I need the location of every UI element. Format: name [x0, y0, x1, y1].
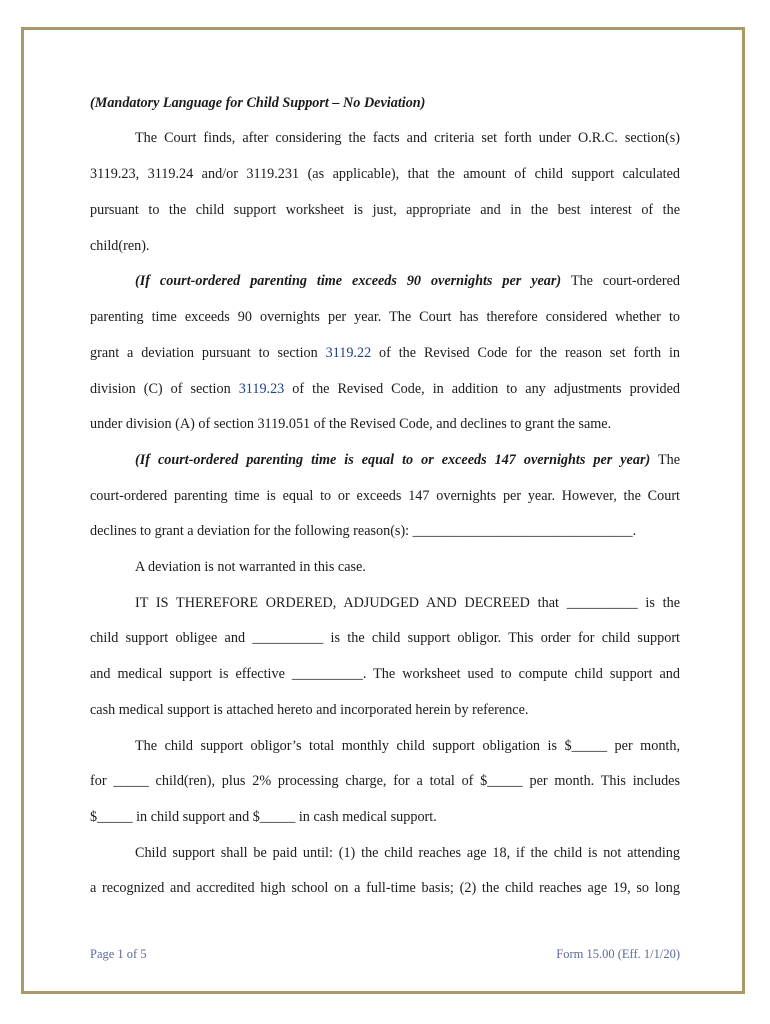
paragraph-findings-line: 3119.23, 3119.24 and/or 3119.231 (as applicable), that the amount of child support calculated — [90, 166, 680, 182]
link-3119-22[interactable]: 3119.22 — [325, 345, 372, 361]
paragraph-no-deviation: A deviation is not warranted in this case. — [135, 559, 366, 575]
link-3119-23[interactable]: 3119.23 — [238, 381, 285, 397]
text-span: of the Revised Code for the reason set forth in — [379, 345, 680, 361]
paragraph-order-line: child support obligee and __________ is the child support obligor. This order for child support — [90, 630, 680, 646]
text-span: The court-ordered — [570, 273, 680, 289]
paragraph-duration-line: Child support shall be paid until: (1) the child reaches age 18, if the child is not attending — [135, 845, 680, 861]
form-number: Form 15.00 (Eff. 1/1/20) — [556, 947, 680, 961]
text-span: division (C) of section — [90, 381, 231, 397]
paragraph-obligation-line: The child support obligor’s total monthly child support obligation is $_____ per month, — [135, 738, 680, 754]
paragraph-findings-line: pursuant to the child support worksheet is just, appropriate and in the best interest of the — [90, 202, 680, 218]
paragraph-90-overnights-line: parenting time exceeds 90 overnights per year. The Court has therefore considered whether to — [90, 309, 680, 325]
section-heading: (Mandatory Language for Child Support – No Deviation) — [90, 95, 426, 111]
paragraph-90-overnights-line — [90, 381, 680, 398]
paragraph-147-overnights-line: declines to grant a deviation for the following reason(s): _______________________________. — [90, 523, 637, 539]
page-number: Page 1 of 5 — [90, 947, 147, 961]
text-span: The — [657, 452, 681, 468]
condition-90-overnights: (If court-ordered parenting time exceeds 90 overnights per year) — [135, 273, 562, 289]
paragraph-obligation-line: $_____ in child support and $_____ in cash medical support. — [90, 809, 437, 825]
paragraph-obligation-line: for _____ child(ren), plus 2% processing charge, for a total of $_____ per month. This includes — [90, 773, 680, 789]
paragraph-order-line: and medical support is effective __________. The worksheet used to compute child support and — [90, 666, 680, 682]
paragraph-90-overnights-line — [90, 345, 680, 362]
text-span: grant a deviation pursuant to section — [90, 345, 318, 361]
paragraph-147-overnights-line — [135, 452, 680, 469]
condition-147-overnights: (If court-ordered parenting time is equal to or exceeds 147 overnights per year) — [135, 452, 651, 468]
paragraph-90-overnights-line: under division (A) of section 3119.051 of the Revised Code, and declines to grant the same. — [90, 416, 612, 432]
text-span: of the Revised Code, in addition to any adjustments provided — [292, 381, 681, 397]
paragraph-90-overnights-line — [135, 273, 680, 290]
paragraph-order-line: cash medical support is attached hereto and incorporated herein by reference. — [90, 702, 529, 718]
paragraph-findings-line: child(ren). — [90, 238, 150, 254]
paragraph-duration-line: a recognized and accredited high school on a full-time basis; (2) the child reaches age 19, so long — [90, 880, 680, 896]
paragraph-147-overnights-line: court-ordered parenting time is equal to or exceeds 147 overnights per year. However, the Court — [90, 488, 680, 504]
paragraph-order-line: IT IS THEREFORE ORDERED, ADJUDGED AND DECREED that __________ is the — [135, 595, 680, 611]
paragraph-findings-line: The Court finds, after considering the facts and criteria set forth under O.R.C. section(s) — [135, 130, 680, 146]
